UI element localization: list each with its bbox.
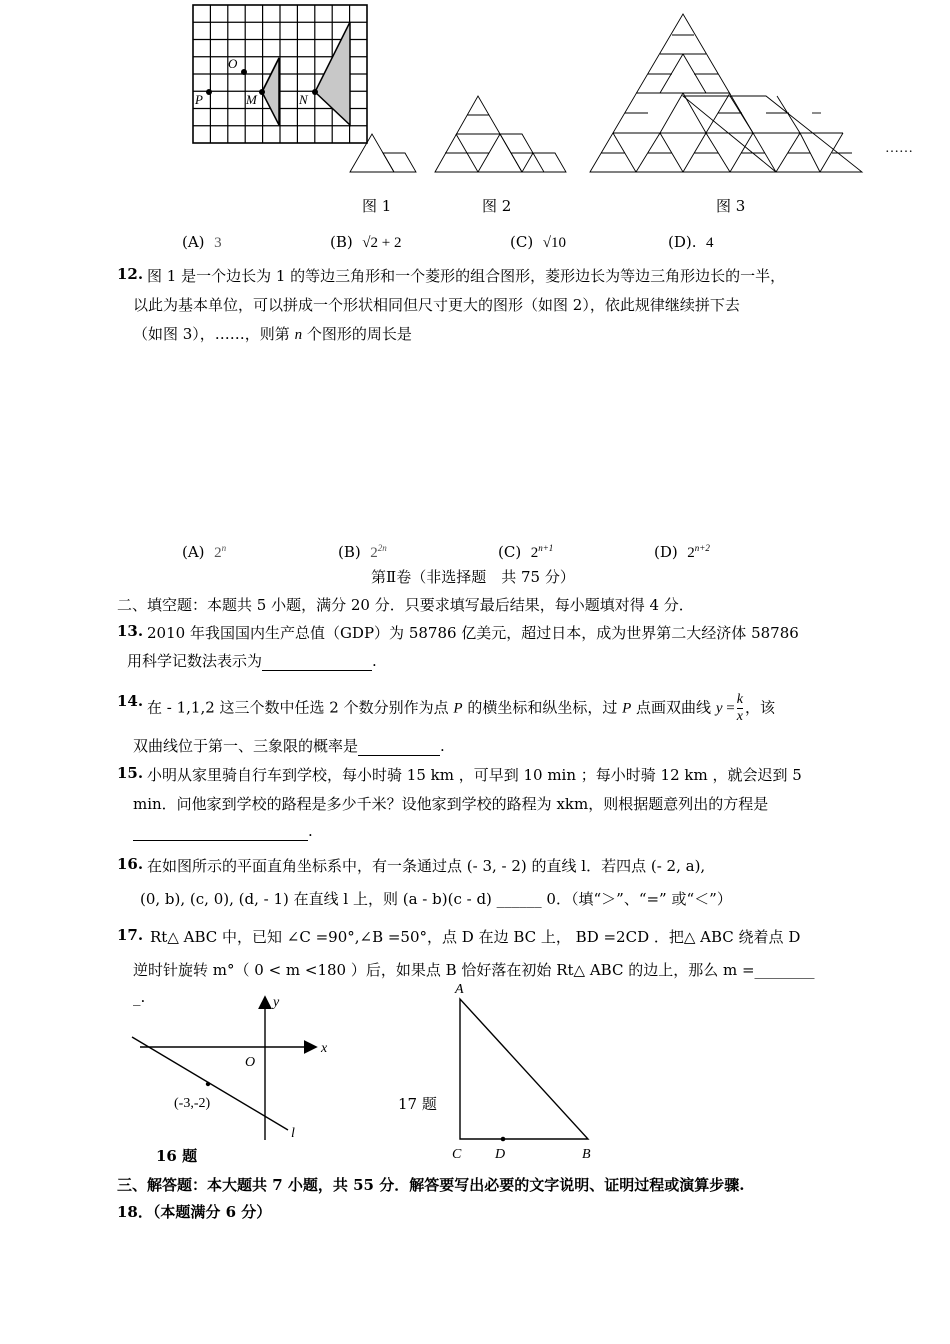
figure-1 (350, 134, 416, 172)
ellipsis: …… (885, 141, 913, 156)
q14-line1: 在 - 1,1,2 这三个数中任选 2 个数分别作为点 P 的横坐标和纵坐标，过 P 点画双曲线 y = $\frac{k}{x}$ ，该 (147, 692, 775, 724)
q15-line3: . (133, 822, 313, 841)
q11-option-b: (B) √2 + 2 (330, 233, 402, 251)
fig17-label-a: A (455, 982, 464, 997)
fig16-l-label: l (291, 1126, 295, 1141)
q14-number: 14. (117, 692, 144, 710)
point-d (501, 1137, 506, 1142)
fig16-caption: 16 题 (156, 1147, 198, 1165)
q17-line2: 逆时针旋转 m°（ 0 < m <180 ）后，如果点 B 恰好落在初始 Rt△ ABC 的边上，那么 m =________ (133, 961, 815, 979)
q12-option-c: (C) $2^{n+1}$ (498, 543, 554, 561)
fig2-caption: 图 2 (482, 197, 512, 215)
q11-option-c: (C) √10 (510, 233, 566, 251)
q15-line1: 小明从家里骑自行车到学校，每小时骑 15 km ，可早到 10 min ；每小时骑 12 km ，就会迟到 5 (147, 766, 802, 784)
label-n: N (299, 92, 308, 107)
fig17-caption: 17 题 (398, 1095, 437, 1113)
label-o: O (228, 56, 238, 71)
q11-option-a: (A) 3 (182, 233, 222, 251)
q16-line1: 在如图所示的平面直角坐标系中，有一条通过点 (- 3, - 2) 的直线 l．若四点 (- 2, a), (147, 857, 706, 875)
q11-option-d: (D). 4 (668, 233, 714, 251)
q13-number: 13. (117, 622, 144, 640)
q12-line3: （如图 3），……，则第 n 个图形的周长是 (133, 325, 412, 343)
q12-option-a: (A) 2$^n$ (182, 543, 227, 561)
q13-line2: 用科学记数法表示为 . (127, 652, 377, 670)
part2-title: 第Ⅱ卷（非选择题 共 75 分） (371, 568, 575, 586)
q14-line2: 双曲线位于第一、三象限的概率是 . (133, 737, 445, 755)
fig17-label-d: D (495, 1147, 506, 1162)
q15-number: 15. (117, 764, 144, 782)
q12-number: 12. (117, 265, 144, 283)
figure-2 (435, 96, 566, 172)
q13-line1: 2010 年我国国内生产总值（GDP）为 58786 亿美元，超过日本，成为世界第二大经济体 58786 (147, 624, 799, 642)
q17-number: 17. (117, 926, 144, 944)
section2-heading: 二、填空题：本题共 5 小题，满分 20 分．只要求填写最后结果，每小题填对得 4 分． (117, 596, 694, 614)
fig3-caption: 图 3 (716, 197, 746, 215)
q18-heading: 18．（本题满分 6 分） (117, 1203, 272, 1221)
section3-heading: 三、解答题：本大题共 7 小题，共 55 分．解答要写出必要的文字说明、证明过程或演算步骤. (117, 1176, 745, 1194)
fig16-point-label: (-3,-2) (174, 1096, 211, 1111)
fig16-y-label: y (273, 995, 280, 1010)
fig16-origin-label: O (245, 1055, 256, 1070)
q12-line2: 以此为基本单位，可以拼成一个形状相同但尺寸更大的图形（如图 2），依此规律继续拼下去 (133, 296, 740, 314)
label-m: M (246, 92, 257, 107)
q12-option-b: (B) $2^{2n}$ (338, 543, 387, 561)
figure-17 (0, 975, 950, 1165)
q16-line2: (0, b), (c, 0), (d, - 1) 在直线 l 上，则 (a - b)(c - d) ______ 0．（填“＞”、“=” 或“＜”） (140, 890, 732, 908)
fig17-label-c: C (452, 1147, 462, 1162)
label-p: P (195, 92, 203, 107)
q17-line3: _. (133, 988, 146, 1006)
fig16-x-label: x (321, 1041, 328, 1056)
q17-line1: Rt△ ABC 中，已知 ∠C =90°,∠B =50°，点 D 在边 BC 上， BD =2CD ．把△ ABC 绕着点 D (150, 928, 801, 946)
q12-option-d: (D) $2^{n+2}$ (654, 543, 710, 561)
figure-3 (590, 14, 862, 172)
q16-number: 16. (117, 855, 144, 873)
triangle-abc (460, 999, 588, 1139)
fig1-caption: 图 1 (362, 197, 392, 215)
q12-line1: 图 1 是一个边长为 1 的等边三角形和一个菱形的组合图形，菱形边长为等边三角形边长的一半， (147, 267, 786, 285)
q15-line2: min．问他家到学校的路程是多少千米？设他家到学校的路程为 xkm，则根据题意列出的方程是 (133, 795, 769, 813)
grid-figure (0, 0, 950, 200)
fig17-label-b: B (582, 1147, 591, 1162)
